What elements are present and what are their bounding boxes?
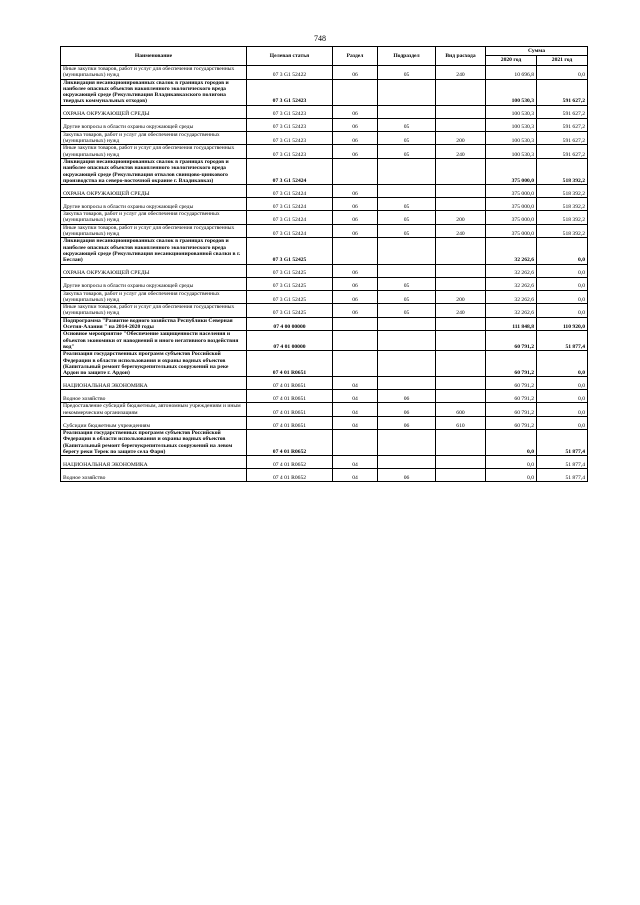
cell-amount-2020: 0,0	[486, 456, 537, 469]
table-row	[61, 145, 588, 159]
cell-target-code: 07 3 G1 52423	[247, 145, 333, 159]
cell-amount-2020: 60 791,2	[486, 351, 537, 377]
cell-subsection: 05	[378, 118, 436, 131]
cell-target-code: 07 3 G1 52423	[247, 79, 333, 105]
cell-section	[333, 351, 378, 377]
cell-expense-kind	[436, 118, 486, 131]
cell-expense-kind	[436, 429, 486, 455]
table-row	[61, 403, 588, 417]
cell-subsection	[378, 377, 436, 390]
cell-expense-kind	[436, 377, 486, 390]
cell-expense-kind	[436, 317, 486, 331]
cell-expense-kind	[436, 198, 486, 211]
cell-subsection: 05	[378, 198, 436, 211]
cell-name: ОХРАНА ОКРУЖАЮЩЕЙ СРЕДЫ	[61, 105, 247, 118]
cell-amount-2020: 32 262,6	[486, 264, 537, 277]
table-row	[61, 118, 588, 131]
cell-name: Другие вопросы в области охраны окружающей среды	[61, 118, 247, 131]
cell-subsection	[378, 185, 436, 198]
cell-name: Иные закупки товаров, работ и услуг для обеспечения государственных (муниципальных) нужд	[61, 145, 247, 159]
cell-expense-kind	[436, 79, 486, 105]
table-row	[61, 290, 588, 304]
cell-amount-2021: 0,0	[537, 304, 588, 318]
cell-target-code: 07 3 G1 52423	[247, 131, 333, 145]
cell-section	[333, 331, 378, 351]
table-row	[61, 131, 588, 145]
cell-target-code: 07 3 G1 52422	[247, 66, 333, 80]
cell-target-code: 07 3 G1 52424	[247, 185, 333, 198]
cell-name: ОХРАНА ОКРУЖАЮЩЕЙ СРЕДЫ	[61, 264, 247, 277]
cell-section: 06	[333, 145, 378, 159]
cell-name: Закупка товаров, работ и услуг для обеспечения государственных (муниципальных) нужд	[61, 211, 247, 225]
table-row	[61, 79, 588, 105]
cell-amount-2021: 591 627,2	[537, 118, 588, 131]
cell-subsection	[378, 264, 436, 277]
table-row	[61, 377, 588, 390]
cell-subsection: 05	[378, 66, 436, 80]
cell-section: 06	[333, 185, 378, 198]
cell-name: Ликвидация несанкционированных свалок в границах городов и наиболее опасных объектов накопленного экологического вреда окружающей среде (Рекультивация несанкционированной свалки в г. Беслан)	[61, 238, 247, 264]
budget-table	[60, 46, 588, 482]
cell-target-code: 07 3 G1 52423	[247, 118, 333, 131]
cell-target-code: 07 4 01 R0652	[247, 429, 333, 455]
cell-expense-kind: 240	[436, 224, 486, 238]
cell-target-code: 07 3 G1 52424	[247, 211, 333, 225]
cell-name: Предоставление субсидий бюджетным, автономным учреждениям и иным некоммерческим организациям	[61, 403, 247, 417]
cell-section: 06	[333, 304, 378, 318]
cell-amount-2021: 591 627,2	[537, 131, 588, 145]
cell-expense-kind: 240	[436, 304, 486, 318]
table-row	[61, 331, 588, 351]
cell-target-code: 07 3 G1 52424	[247, 224, 333, 238]
cell-amount-2020: 100 530,3	[486, 105, 537, 118]
cell-section: 06	[333, 264, 378, 277]
cell-section: 06	[333, 198, 378, 211]
cell-amount-2021: 0,0	[537, 290, 588, 304]
cell-expense-kind: 200	[436, 131, 486, 145]
cell-amount-2021: 0,0	[537, 264, 588, 277]
table-row	[61, 224, 588, 238]
table-row	[61, 211, 588, 225]
cell-amount-2021: 51 877,4	[537, 469, 588, 482]
cell-amount-2020: 0,0	[486, 469, 537, 482]
cell-amount-2020: 32 262,6	[486, 277, 537, 290]
cell-amount-2020: 32 262,6	[486, 290, 537, 304]
cell-amount-2021: 591 627,2	[537, 145, 588, 159]
cell-name: НАЦИОНАЛЬНАЯ ЭКОНОМИКА	[61, 456, 247, 469]
cell-amount-2020: 375 000,0	[486, 185, 537, 198]
cell-subsection: 05	[378, 224, 436, 238]
table-row	[61, 264, 588, 277]
table-row	[61, 390, 588, 403]
cell-amount-2020: 100 530,3	[486, 79, 537, 105]
cell-target-code: 07 4 01 R0652	[247, 456, 333, 469]
cell-name: ОХРАНА ОКРУЖАЮЩЕЙ СРЕДЫ	[61, 185, 247, 198]
cell-amount-2021: 518 392,2	[537, 211, 588, 225]
cell-amount-2020: 60 791,2	[486, 377, 537, 390]
cell-name: Подпрограмма "Развитие водного хозяйства Республики Северная Осетия-Алания " на 2014-2020 годы	[61, 317, 247, 331]
table-row	[61, 198, 588, 211]
cell-subsection: 05	[378, 304, 436, 318]
cell-expense-kind	[436, 158, 486, 184]
cell-expense-kind: 610	[436, 416, 486, 429]
cell-amount-2020: 375 000,0	[486, 198, 537, 211]
cell-name: Ликвидация несанкционированных свалок в границах городов и наиболее опасных объектов накопленного экологического вреда окружающей среде (Рекультивация отвалов свинцово-цинкового производства на северо-восточной окраине г. Владикавказ)	[61, 158, 247, 184]
cell-amount-2020: 100 530,3	[486, 145, 537, 159]
cell-expense-kind	[436, 456, 486, 469]
cell-subsection	[378, 158, 436, 184]
cell-target-code: 07 4 00 00000	[247, 317, 333, 331]
table-row	[61, 158, 588, 184]
cell-amount-2020: 375 000,0	[486, 211, 537, 225]
cell-target-code: 07 3 G1 52424	[247, 198, 333, 211]
cell-subsection: 05	[378, 131, 436, 145]
cell-amount-2020: 60 791,2	[486, 403, 537, 417]
cell-name: Закупка товаров, работ и услуг для обеспечения государственных (муниципальных) нужд	[61, 290, 247, 304]
cell-target-code: 07 4 01 R0651	[247, 377, 333, 390]
cell-amount-2021: 0,0	[537, 390, 588, 403]
cell-amount-2021: 0,0	[537, 416, 588, 429]
cell-target-code: 07 4 01 R0651	[247, 416, 333, 429]
cell-amount-2021: 110 920,0	[537, 317, 588, 331]
table-row	[61, 456, 588, 469]
cell-expense-kind	[436, 238, 486, 264]
cell-section	[333, 79, 378, 105]
cell-section: 06	[333, 224, 378, 238]
cell-amount-2020: 32 262,6	[486, 304, 537, 318]
cell-subsection	[378, 429, 436, 455]
cell-name: НАЦИОНАЛЬНАЯ ЭКОНОМИКА	[61, 377, 247, 390]
cell-name: Иные закупки товаров, работ и услуг для обеспечения государственных (муниципальных) нужд	[61, 304, 247, 318]
header-expense-kind: Вид расхода	[436, 47, 486, 66]
cell-section: 04	[333, 403, 378, 417]
cell-section	[333, 317, 378, 331]
cell-amount-2021: 518 392,2	[537, 158, 588, 184]
cell-section: 04	[333, 469, 378, 482]
header-name: Наименование	[61, 47, 247, 66]
cell-amount-2021: 0,0	[537, 277, 588, 290]
table-row	[61, 105, 588, 118]
cell-subsection: 06	[378, 390, 436, 403]
cell-amount-2020: 375 000,0	[486, 158, 537, 184]
cell-expense-kind	[436, 264, 486, 277]
cell-expense-kind: 240	[436, 145, 486, 159]
cell-expense-kind	[436, 469, 486, 482]
cell-section	[333, 238, 378, 264]
cell-amount-2020: 111 848,8	[486, 317, 537, 331]
header-sum: Сумма	[486, 47, 588, 56]
header-year-2021: 2021 год	[537, 56, 588, 66]
cell-name: Закупка товаров, работ и услуг для обеспечения государственных (муниципальных) нужд	[61, 131, 247, 145]
cell-subsection: 06	[378, 416, 436, 429]
table-row	[61, 416, 588, 429]
cell-amount-2021: 591 627,2	[537, 105, 588, 118]
cell-section	[333, 429, 378, 455]
cell-name: Иные закупки товаров, работ и услуг для обеспечения государственных (муниципальных) нужд	[61, 66, 247, 80]
cell-subsection: 05	[378, 211, 436, 225]
cell-amount-2021: 51 877,4	[537, 429, 588, 455]
cell-subsection	[378, 105, 436, 118]
cell-target-code: 07 3 G1 52425	[247, 304, 333, 318]
cell-amount-2021: 0,0	[537, 351, 588, 377]
cell-subsection: 05	[378, 145, 436, 159]
cell-expense-kind	[436, 351, 486, 377]
cell-expense-kind: 600	[436, 403, 486, 417]
cell-target-code: 07 3 G1 52425	[247, 290, 333, 304]
cell-subsection	[378, 79, 436, 105]
cell-name: Субсидии бюджетным учреждениям	[61, 416, 247, 429]
cell-amount-2021: 518 392,2	[537, 224, 588, 238]
cell-expense-kind	[436, 185, 486, 198]
table-row	[61, 317, 588, 331]
cell-target-code: 07 4 01 R0651	[247, 351, 333, 377]
cell-amount-2021: 0,0	[537, 66, 588, 80]
cell-target-code: 07 4 01 00000	[247, 331, 333, 351]
cell-target-code: 07 4 01 R0651	[247, 403, 333, 417]
cell-subsection	[378, 351, 436, 377]
cell-name: Водное хозяйство	[61, 469, 247, 482]
cell-expense-kind: 200	[436, 211, 486, 225]
cell-subsection: 06	[378, 403, 436, 417]
cell-amount-2021: 518 392,2	[537, 198, 588, 211]
header-target-code: Целевая статья	[247, 47, 333, 66]
cell-section: 06	[333, 105, 378, 118]
cell-expense-kind	[436, 331, 486, 351]
cell-amount-2021: 51 877,4	[537, 331, 588, 351]
cell-section	[333, 158, 378, 184]
cell-amount-2021: 591 627,2	[537, 79, 588, 105]
cell-name: Другие вопросы в области охраны окружающей среды	[61, 277, 247, 290]
cell-amount-2020: 32 262,6	[486, 238, 537, 264]
cell-subsection: 05	[378, 290, 436, 304]
table-row	[61, 277, 588, 290]
header-year-2020: 2020 год	[486, 56, 537, 66]
cell-section: 06	[333, 277, 378, 290]
cell-target-code: 07 3 G1 52425	[247, 264, 333, 277]
cell-expense-kind: 240	[436, 66, 486, 80]
cell-target-code: 07 4 01 R0652	[247, 469, 333, 482]
cell-subsection	[378, 331, 436, 351]
table-row	[61, 429, 588, 455]
table-row	[61, 304, 588, 318]
table-row	[61, 238, 588, 264]
cell-amount-2020: 60 791,2	[486, 390, 537, 403]
cell-subsection	[378, 317, 436, 331]
cell-name: Иные закупки товаров, работ и услуг для обеспечения государственных (муниципальных) нужд	[61, 224, 247, 238]
cell-name: Основное мероприятие "Обеспечение защищенности населения и объектов экономики от наводнений и иного негативного воздействия вод"	[61, 331, 247, 351]
table-row	[61, 351, 588, 377]
header-section: Раздел	[333, 47, 378, 66]
cell-target-code: 07 3 G1 52425	[247, 277, 333, 290]
cell-name: Реализация государственных программ субъектов Российской Федерации в области использования и охраны водных объектов (Капитальный ремонт берегоукрепительных сооружений на реке Ардон по защите г. Ардон)	[61, 351, 247, 377]
page-number: 748	[314, 34, 326, 43]
cell-name: Ликвидация несанкционированных свалок в границах городов и наиболее опасных объектов накопленного экологического вреда окружающей среде (Рекультивация Владикавказского полигона твердых коммунальных отходов)	[61, 79, 247, 105]
cell-section: 04	[333, 416, 378, 429]
cell-section: 06	[333, 118, 378, 131]
header-subsection: Подраздел	[378, 47, 436, 66]
cell-amount-2020: 100 530,3	[486, 131, 537, 145]
cell-section: 06	[333, 211, 378, 225]
cell-amount-2020: 0,0	[486, 429, 537, 455]
table-row	[61, 66, 588, 80]
cell-expense-kind	[436, 105, 486, 118]
cell-subsection: 05	[378, 277, 436, 290]
cell-target-code: 07 3 G1 52425	[247, 238, 333, 264]
cell-amount-2021: 51 877,4	[537, 456, 588, 469]
cell-amount-2020: 100 530,3	[486, 118, 537, 131]
cell-amount-2021: 0,0	[537, 403, 588, 417]
cell-target-code: 07 4 01 R0651	[247, 390, 333, 403]
cell-subsection	[378, 238, 436, 264]
table-row	[61, 469, 588, 482]
cell-section: 06	[333, 131, 378, 145]
cell-section: 04	[333, 456, 378, 469]
cell-amount-2020: 60 791,2	[486, 416, 537, 429]
cell-subsection	[378, 456, 436, 469]
cell-name: Водное хозяйство	[61, 390, 247, 403]
cell-subsection: 06	[378, 469, 436, 482]
cell-section: 06	[333, 66, 378, 80]
cell-expense-kind	[436, 390, 486, 403]
cell-amount-2021: 0,0	[537, 377, 588, 390]
cell-section: 04	[333, 390, 378, 403]
cell-section: 06	[333, 290, 378, 304]
cell-amount-2021: 518 392,2	[537, 185, 588, 198]
cell-name: Другие вопросы в области охраны окружающей среды	[61, 198, 247, 211]
cell-amount-2020: 375 000,0	[486, 224, 537, 238]
cell-target-code: 07 3 G1 52423	[247, 105, 333, 118]
cell-amount-2020: 10 696,8	[486, 66, 537, 80]
cell-section: 04	[333, 377, 378, 390]
cell-target-code: 07 3 G1 52424	[247, 158, 333, 184]
cell-amount-2020: 60 791,2	[486, 331, 537, 351]
cell-name: Реализация государственных программ субъектов Российской Федерации в области использования и охраны водных объектов (Капитальный ремонт берегоукрепительных сооружений на левом берегу реки Терек по защите села Фарн)	[61, 429, 247, 455]
cell-expense-kind: 200	[436, 290, 486, 304]
cell-expense-kind	[436, 277, 486, 290]
cell-amount-2021: 0,0	[537, 238, 588, 264]
table-row	[61, 185, 588, 198]
